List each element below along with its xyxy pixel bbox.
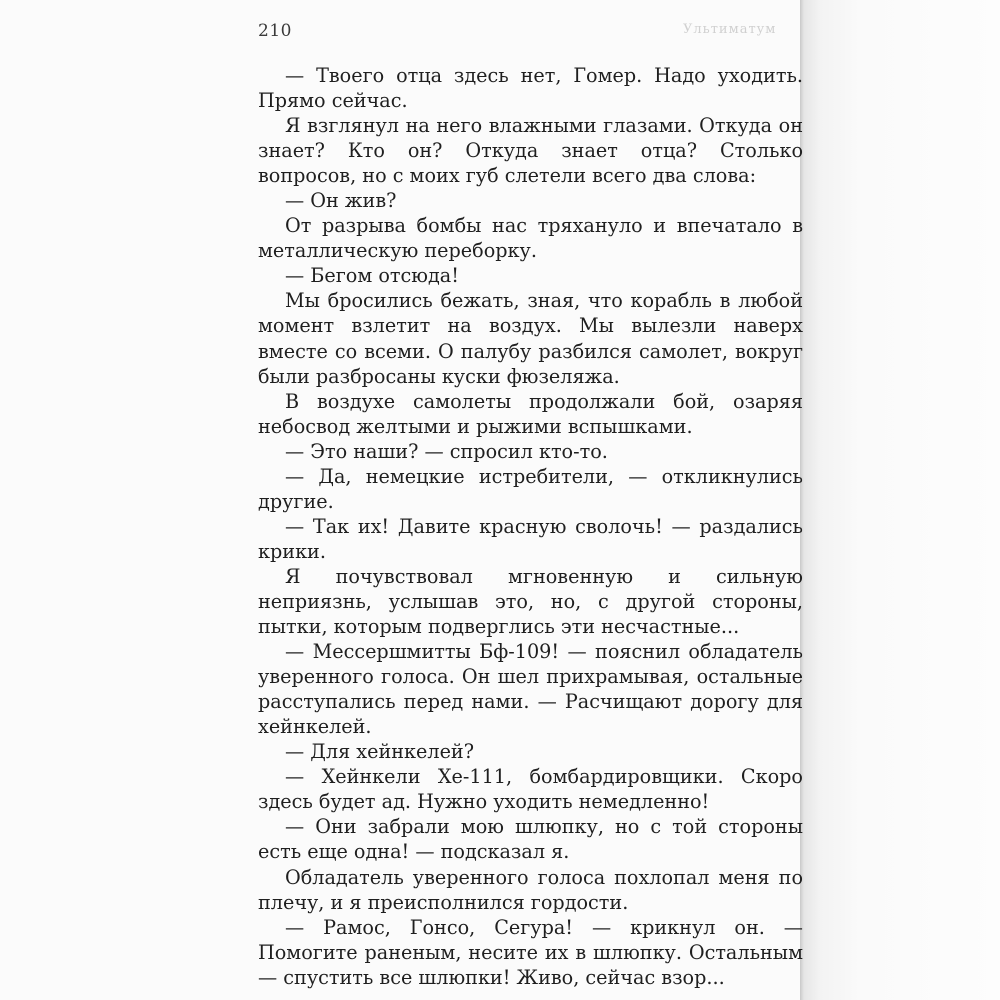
paragraph: — Для хейнкелей?	[285, 740, 474, 764]
paragraph: — Они забрали мою шлюпку, но с той стороны есть еще одна! — подсказал я.	[258, 815, 803, 864]
paragraph: Я почувствовал мгновенную и сильную неприязнь, услышав это, но, с другой стороны, пытки, которым подверглись эти несчастные...	[258, 564, 803, 639]
paragraph: — Это наши? — спросил кто-то.	[285, 439, 608, 463]
paragraph: — Рамос, Гонсо, Сегура! — крикнул он. — Помогите раненым, несите их в шлюпку. Остальным — спустить все шлюпки! Живо, сейчас взор...	[258, 915, 803, 989]
page-number: 210	[258, 21, 292, 41]
paragraph: — Хейнкели Хе-111, бомбардировщики. Скоро здесь будет ад. Нужно уходить немедленно!	[258, 765, 803, 814]
paragraph: Обладатель уверенного голоса похлопал меня по плечу, и я преисполнился гордости.	[258, 865, 803, 914]
paragraph: — Да, немецкие истребители, — откликнулись другие.	[258, 464, 803, 513]
paragraph: — Мессершмитты Бф-109! — пояснил обладатель уверенного голоса. Он шел прихрамывая, остальные расступались перед нами. — Расчищают дорогу для хейнкелей.	[258, 640, 803, 739]
page-gutter-shadow	[800, 0, 1000, 1000]
paragraph: — Он жив?	[285, 189, 397, 213]
paragraph: — Твоего отца здесь нет, Гомер. Надо уходить. Прямо сейчас.	[258, 64, 803, 113]
paragraph: В воздухе самолеты продолжали бой, озаряя небосвод желтыми и рыжими вспышками.	[258, 389, 803, 438]
paragraph: От разрыва бомбы нас тряхануло и впечатало в металлическую переборку.	[258, 214, 803, 263]
paragraph: Мы бросились бежать, зная, что корабль в любой момент взлетит на воздух. Мы вылезли наверх вместе со всеми. О палубу разбился самолет, вокруг были разбросаны куски фюзеляжа.	[258, 289, 803, 388]
body-text	[258, 63, 803, 990]
paragraph: Я взглянул на него влажными глазами. Откуда он знает? Кто он? Откуда знает отца? Столько вопросов, но с моих губ слетели всего два слова:	[258, 114, 803, 188]
paragraph: — Бегом отсюда!	[285, 264, 459, 288]
paragraph: — Так их! Давите красную сволочь! — раздались крики.	[258, 514, 803, 563]
running-head: Ультиматум	[683, 22, 777, 37]
